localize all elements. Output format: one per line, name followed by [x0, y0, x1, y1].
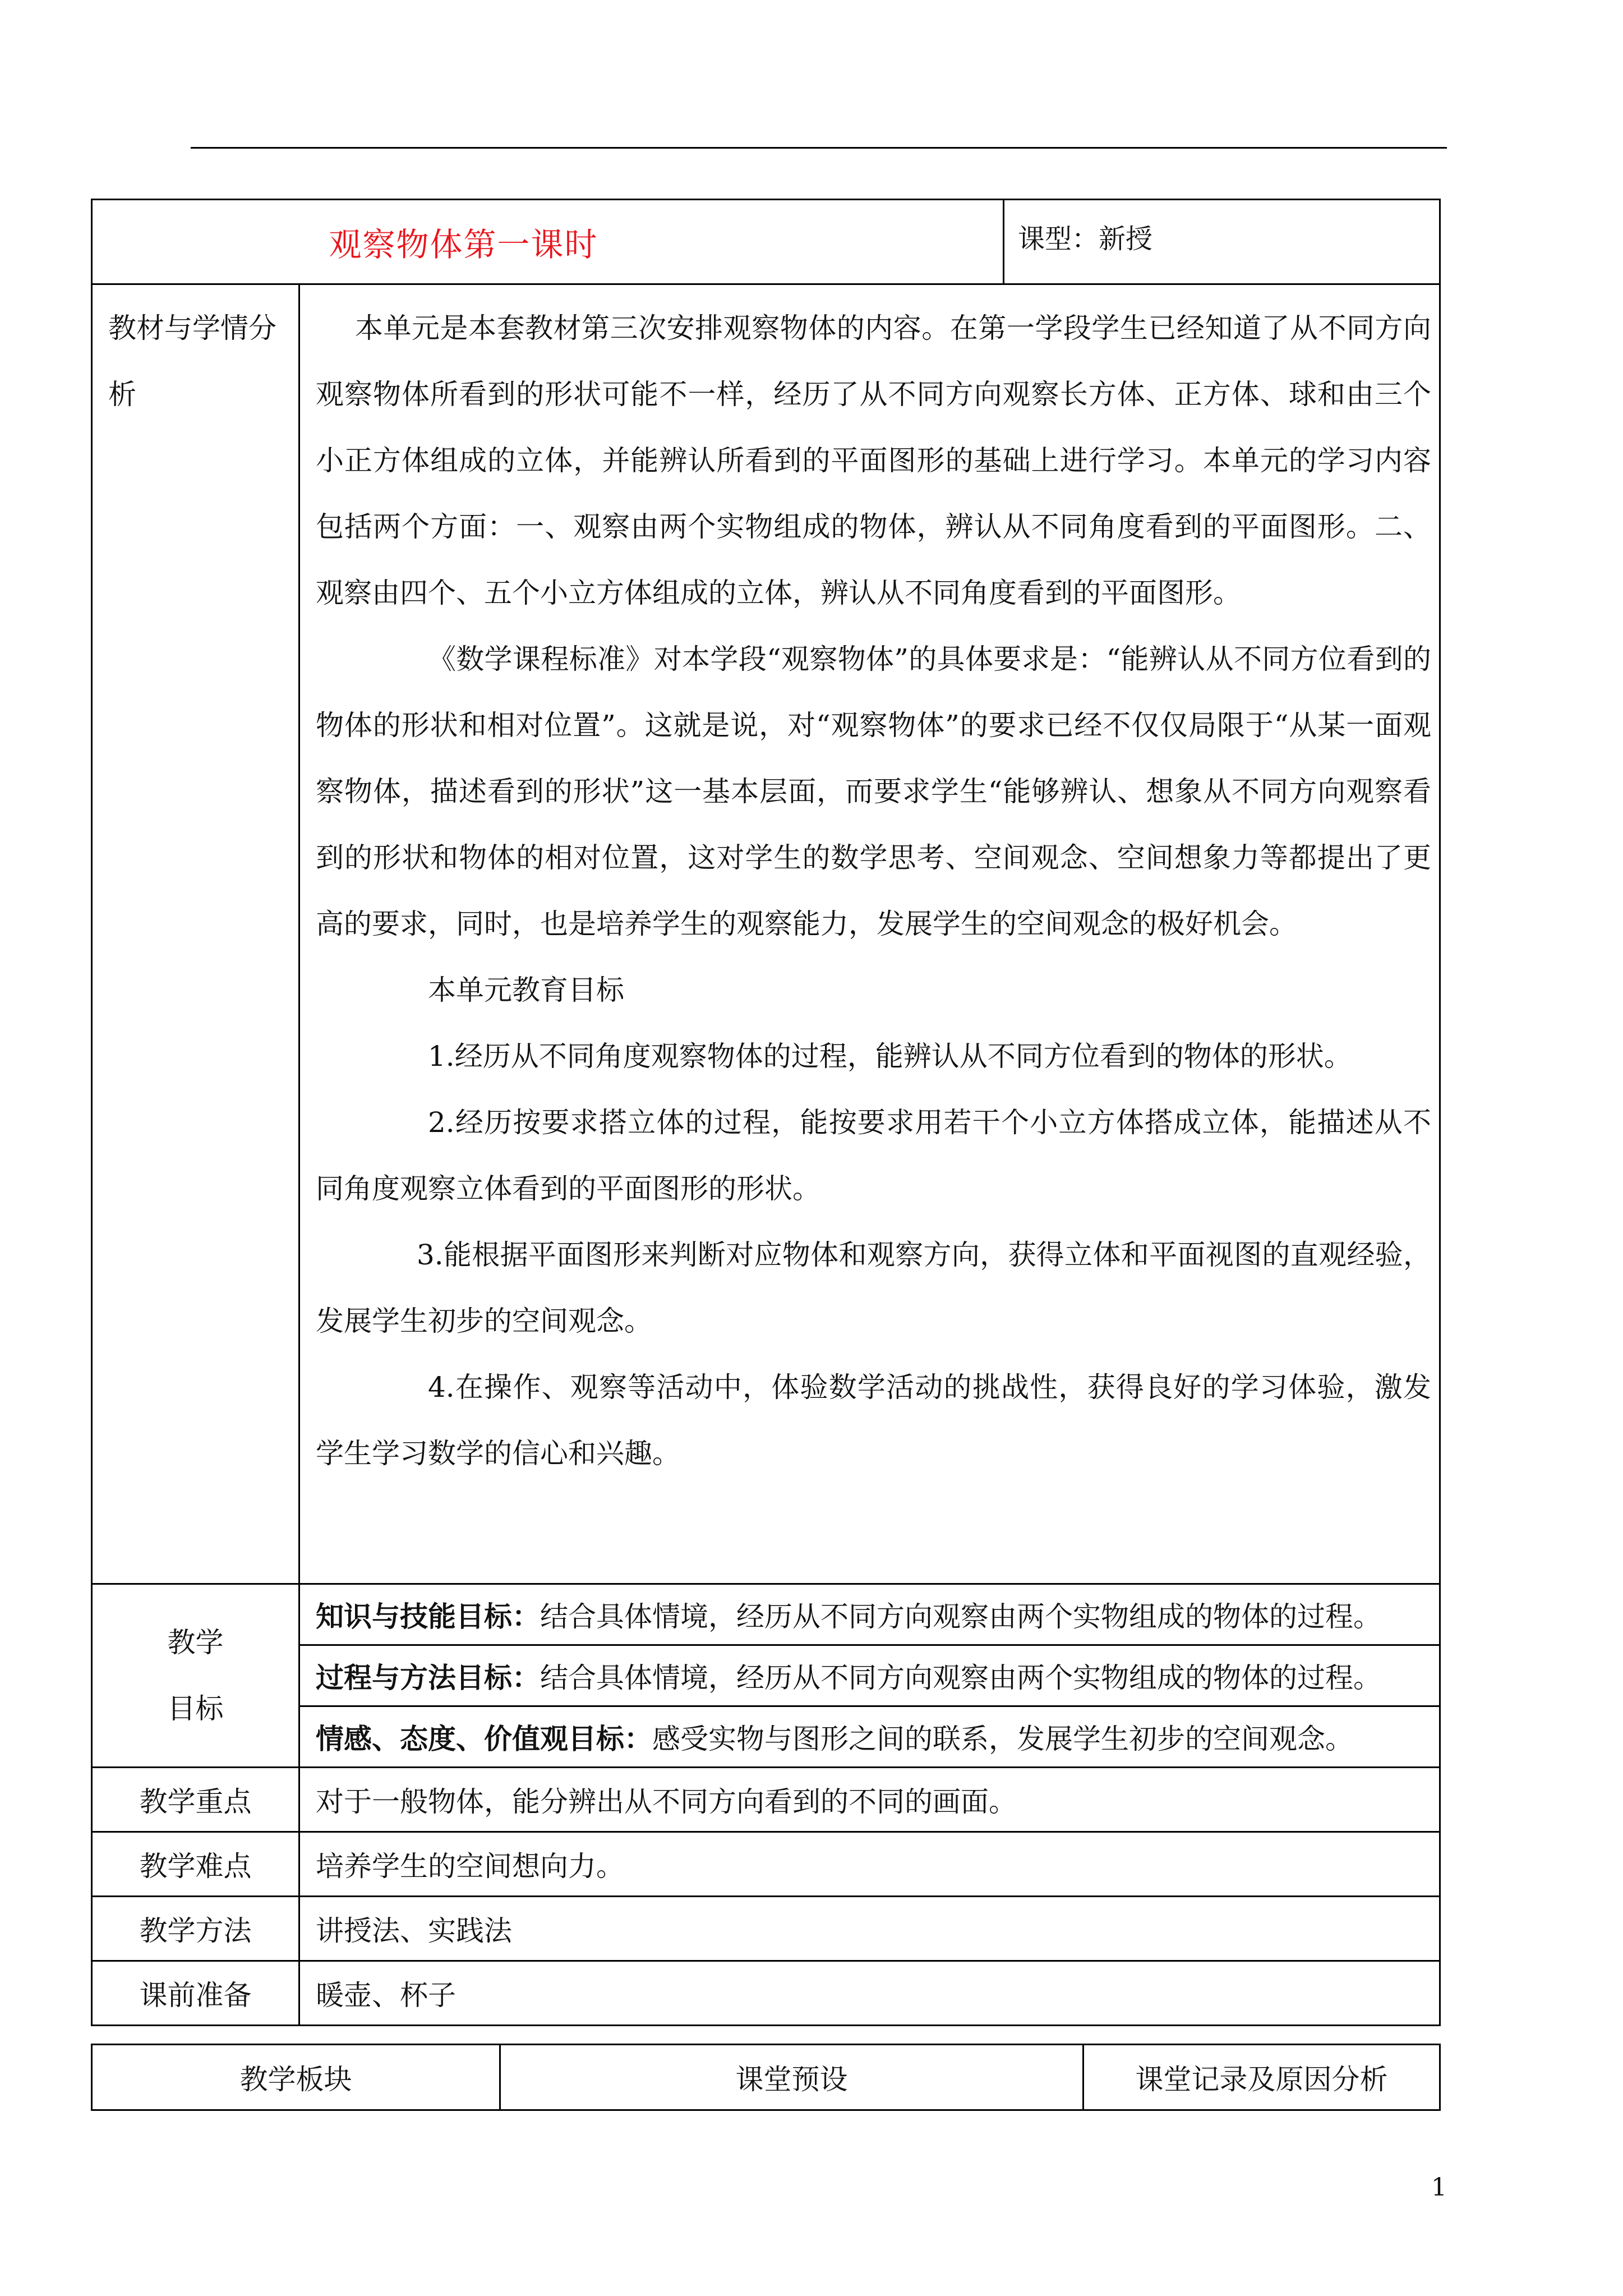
goal-item: 1.经历从不同角度观察物体的过程，能辨认从不同方位看到的物体的形状。 [428, 1040, 1352, 1073]
goal-key: 过程与方法目标： [316, 1661, 540, 1694]
goal-text: 结合具体情境，经历从不同方向观察由两个实物组成的物体的过程。 [540, 1662, 1381, 1694]
goal-key: 知识与技能目标： [316, 1600, 540, 1633]
row-value: 对于一般物体，能分辨出从不同方向看到的不同的画面。 [299, 1768, 1440, 1832]
analysis-row [92, 284, 1440, 1584]
info-row [92, 1832, 1440, 1897]
row-label: 教学方法 [92, 1897, 299, 1961]
header-rule [191, 147, 1447, 149]
lesson-type: 课型：新授 [1004, 200, 1440, 284]
goals-label-line: 目标 [167, 1692, 224, 1725]
analysis-label: 教材与学情分析 [92, 284, 299, 1584]
row-label: 教学重点 [92, 1768, 299, 1832]
goals-label [92, 1584, 299, 1768]
goal-item: 3.能根据平面图形来判断对应物体和观察方向，获得立体和平面视图的直观经验，发展学生初步的空间观念。 [316, 1239, 1432, 1337]
info-row [92, 1897, 1440, 1961]
row-label: 课前准备 [92, 1961, 299, 2026]
goal-emotion [299, 1706, 1440, 1768]
row-label: 教学难点 [92, 1832, 299, 1897]
goal-item: 4.在操作、观察等活动中，体验数学活动的挑战性，获得良好的学习体验，激发学生学习数学的信心和兴趣。 [316, 1371, 1432, 1470]
goals-label-line: 教学 [167, 1626, 224, 1659]
column-header: 课堂预设 [500, 2045, 1083, 2110]
row-value: 讲授法、实践法 [299, 1897, 1440, 1961]
goal-text: 感受实物与图形之间的联系，发展学生初步的空间观念。 [652, 1723, 1353, 1755]
goals-heading: 本单元教育目标 [428, 974, 624, 1006]
analysis-content [299, 284, 1440, 1584]
page-title: 观察物体第一课时 [329, 226, 598, 264]
row-value: 培养学生的空间想向力。 [299, 1832, 1440, 1897]
page-number: 1 [1431, 2173, 1447, 2202]
analysis-paragraph: 《数学课程标准》对本学段“观察物体”的具体要求是：“能辨认从不同方位看到的物体的形状和相对位置”。这就是说，对“观察物体”的要求已经不仅仅局限于“从某一面观察物体，描述看到的形状”这一基本层面，而要求学生“能够辨认、想象从不同方向观察看到的形状和物体的相对位置，这对学生的数学思考、空间观念、空间想象力等都提出了更高的要求，同时，也是培养学生的观察能力，发展学生的空间观念的极好机会。 [316, 643, 1432, 940]
goal-text: 结合具体情境，经历从不同方向观察由两个实物组成的物体的过程。 [540, 1600, 1381, 1633]
info-row [92, 1768, 1440, 1832]
goal-row [92, 1584, 1440, 1645]
analysis-paragraph: 本单元是本套教材第三次安排观察物体的内容。在第一学段学生已经知道了从不同方向观察物体所看到的形状可能不一样，经历了从不同方向观察长方体、正方体、球和由三个小正方体组成的立体，并能辨认所看到的平面图形的基础上进行学习。本单元的学习内容包括两个方面：一、观察由两个实物组成的物体，辨认从不同角度看到的平面图形。二、观察由四个、五个小立方体组成的立体，辨认从不同角度看到的平面图形。 [316, 312, 1432, 609]
goal-key: 情感、态度、价值观目标： [316, 1722, 652, 1755]
goal-item: 2.经历按要求搭立体的过程，能按要求用若干个小立方体搭成立体，能描述从不同角度观察立体看到的平面图形的形状。 [316, 1106, 1432, 1205]
column-header: 课堂记录及原因分析 [1083, 2045, 1440, 2110]
lesson-plan-table [91, 199, 1441, 2026]
goal-knowledge [299, 1584, 1440, 1645]
info-row [92, 1961, 1440, 2026]
goal-process [299, 1645, 1440, 1706]
title-cell [92, 200, 1004, 284]
section-header-row [92, 2045, 1440, 2110]
section-header-table [91, 2044, 1441, 2111]
column-header: 教学板块 [92, 2045, 500, 2110]
title-row [92, 200, 1440, 284]
row-value: 暖壶、杯子 [299, 1961, 1440, 2026]
